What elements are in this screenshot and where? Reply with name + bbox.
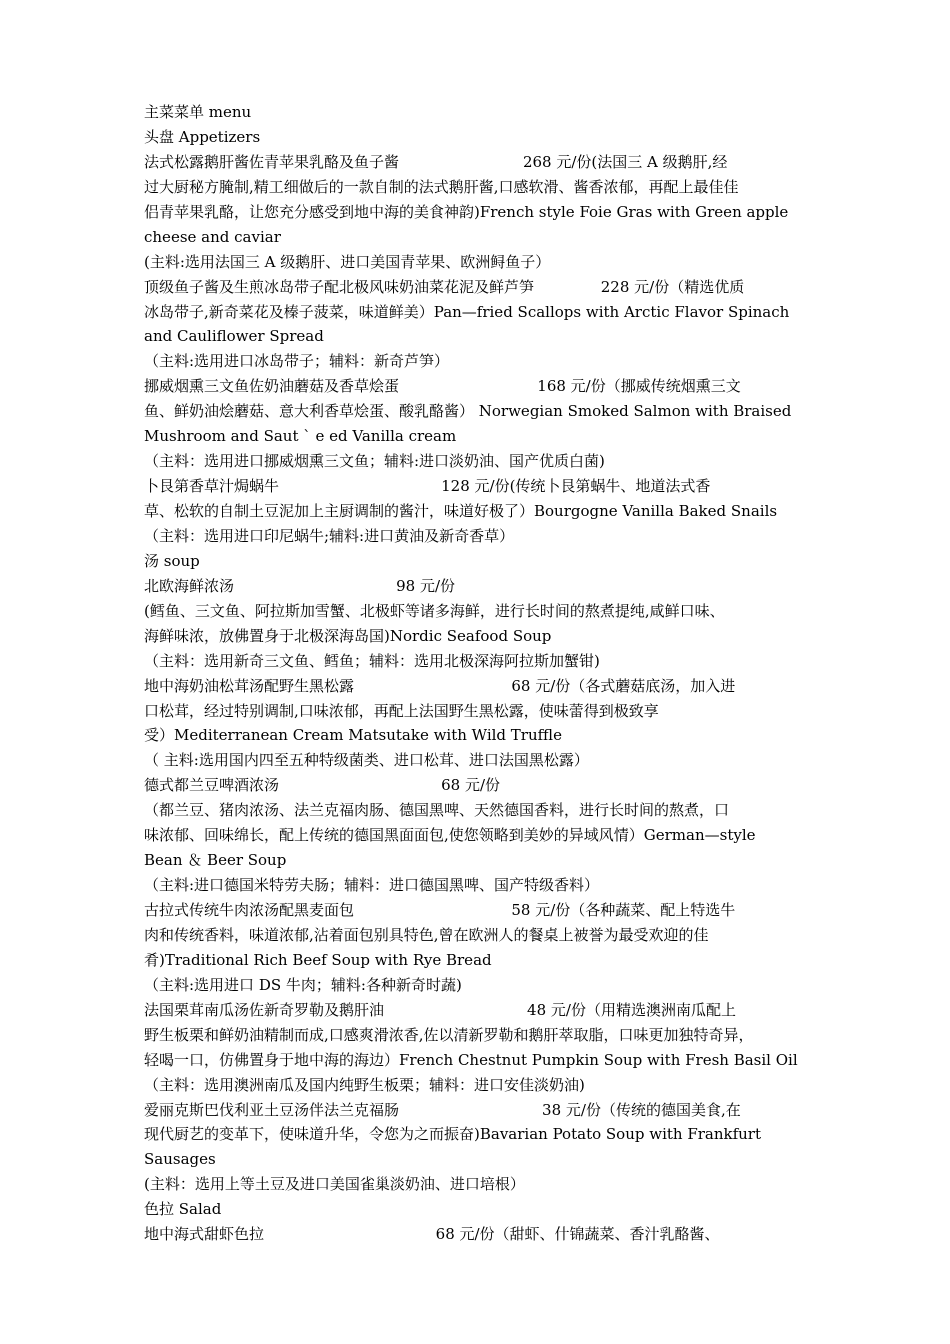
- text-line: Mushroom and Saut ` e ed Vanilla cream: [144, 427, 457, 446]
- text-line: 古拉式传统牛肉浓汤配黑麦面包 58 元/份（各种蔬菜、配上特选牛: [144, 901, 736, 919]
- text-line: 侣青苹果乳酪，让您充分感受到地中海的美食神韵)French style Foie Gras with Green apple: [144, 202, 789, 221]
- text-line: 德式都兰豆啤酒浓汤 68 元/份: [144, 776, 501, 795]
- text-line: 轻喝一口，仿佛置身于地中海的海边）French Chestnut Pumpkin Soup with Fresh Basil Oil: [144, 1050, 798, 1069]
- text-line: 地中海奶油松茸汤配野生黑松露 68 元/份（各式蘑菇底汤，加入进: [144, 676, 736, 695]
- text-line: （主料：选用澳洲南瓜及国内纯野生板栗；辅料：进口安佳淡奶油): [144, 1075, 585, 1094]
- text-line: 肴)Traditional Rich Beef Soup with Rye Bread: [144, 950, 492, 969]
- text-line: 挪威烟熏三文鱼佐奶油蘑菇及香草烩蛋 168 元/份（挪威传统烟熏三文: [144, 377, 741, 396]
- text-line: （主料:选用进口 DS 牛肉；辅料:各种新奇时蔬): [144, 975, 462, 994]
- text-line: （主料:进口德国米特劳夫肠；辅料：进口德国黑啤、国产特级香料）: [144, 876, 600, 895]
- text-line: 现代厨艺的变革下，使味道升华，令您为之而振奋)Bavarian Potato Soup with Frankfurt: [144, 1125, 762, 1144]
- text-line: （都兰豆、猪肉浓汤、法兰克福肉肠、德国黑啤、天然德国香料，进行长时间的熬煮，口: [144, 801, 730, 820]
- text-line: (鳕鱼、三文鱼、阿拉斯加雪蟹、北极虾等诸多海鲜，进行长时间的熬煮提纯,咸鲜口味、: [144, 601, 725, 620]
- text-line: cheese and caviar: [144, 227, 281, 246]
- text-line: 卜艮第香草汁焗蜗牛 128 元/份(传统卜艮第蜗牛、地道法式香: [144, 477, 711, 496]
- text-line: 肉和传统香料，味道浓郁,沾着面包别具特色,曾在欧洲人的餐桌上被誉为最受欢迎的佳: [144, 925, 709, 944]
- text-line: （主料：选用新奇三文鱼、鳕鱼；辅料：选用北极深海阿拉斯加蟹钳): [144, 651, 600, 670]
- text-line: Bean ＆ Beer Soup: [144, 851, 287, 870]
- section-heading-soup: 汤 soup: [144, 551, 200, 570]
- text-line: and Cauliflower Spread: [144, 327, 324, 346]
- section-heading-salad: 色拉 Salad: [144, 1200, 222, 1219]
- menu-document: [144, 100, 808, 1247]
- text-line: 过大厨秘方腌制,精工细做后的一款自制的法式鹅肝酱,口感软滑、酱香浓郁，再配上最佳佳: [144, 177, 739, 196]
- section-heading-appetizers: 头盘 Appetizers: [144, 127, 261, 146]
- text-line: 北欧海鲜浓汤 98 元/份: [144, 576, 456, 595]
- text-line: (主料：选用上等土豆及进口美国雀巢淡奶油、进口培根）: [144, 1175, 525, 1194]
- text-line: Sausages: [144, 1150, 216, 1169]
- text-line: （ 主料:选用国内四至五种特级菌类、进口松茸、进口法国黑松露）: [144, 751, 589, 770]
- text-line: 顶级鱼子酱及生煎冰岛带子配北极风味奶油菜花泥及鲜芦笋 228 元/份（精选优质: [144, 277, 745, 296]
- text-line: （主料：选用进口挪威烟熏三文鱼；辅料:进口淡奶油、国产优质白菌): [144, 452, 605, 471]
- text-line: （主料:选用进口冰岛带子；辅料：新奇芦笋）: [144, 352, 450, 371]
- text-line: (主料:选用法国三 A 级鹅肝、进口美国青苹果、欧洲鲟鱼子）: [144, 252, 551, 271]
- menu-title: 主菜菜单 menu: [144, 103, 252, 121]
- text-line: （主料：选用进口印尼蜗牛;辅料:进口黄油及新奇香草）: [144, 526, 515, 545]
- text-line: 法国栗茸南瓜汤佐新奇罗勒及鹅肝油 48 元/份（用精选澳洲南瓜配上: [144, 1000, 736, 1019]
- text-line: 鱼、鲜奶油烩蘑菇、意大利香草烩蛋、酸乳酪酱） Norwegian Smoked Salmon with Braised: [144, 402, 792, 421]
- text-line: 野生板栗和鲜奶油精制而成,口感爽滑浓香,佐以清新罗勒和鹅肝萃取脂，口味更加独特奇异，: [144, 1025, 754, 1044]
- text-line: 草、松软的自制土豆泥加上主厨调制的酱汁，味道好极了）Bourgogne Vanilla Baked Snails: [144, 502, 778, 520]
- text-line: 口松茸，经过特别调制,口味浓郁，再配上法国野生黑松露，使味蕾得到极致享: [144, 701, 659, 720]
- text-line: 法式松露鹅肝酱佐青苹果乳酪及鱼子酱 268 元/份(法国三 A 级鹅肝,经: [144, 152, 728, 171]
- text-line: 地中海式甜虾色拉 68 元/份（甜虾、什锦蔬菜、香汁乳酪酱、: [144, 1225, 720, 1244]
- text-line: 海鲜味浓，放佛置身于北极深海岛国)Nordic Seafood Soup: [144, 626, 552, 645]
- text-line: 味浓郁、回味绵长，配上传统的德国黑面面包,使您领略到美妙的异域风情）German—style: [144, 826, 756, 845]
- text-line: 爱丽克斯巴伐利亚土豆汤伴法兰克福肠 38 元/份（传统的德国美食,在: [144, 1100, 741, 1119]
- text-line: 受）Mediterranean Cream Matsutake with Wild Truffle: [144, 726, 562, 745]
- text-line: 冰岛带子,新奇菜花及榛子菠菜，味道鲜美）Pan—fried Scallops with Arctic Flavor Spinach: [144, 302, 790, 321]
